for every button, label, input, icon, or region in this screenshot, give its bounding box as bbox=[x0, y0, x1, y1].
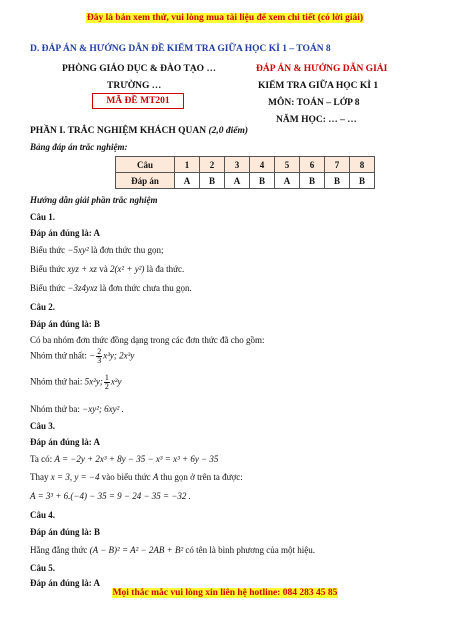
table-row bbox=[116, 157, 375, 173]
correct-answer: Đáp án đúng là: A bbox=[30, 578, 101, 588]
correct-answer: Đáp án đúng là: A bbox=[30, 228, 101, 238]
math-expression: −5xy² bbox=[67, 245, 89, 255]
question-number: 3 bbox=[225, 157, 250, 173]
answer-table bbox=[115, 156, 375, 189]
question-number: 7 bbox=[325, 157, 350, 173]
question-label: Câu 3. bbox=[30, 421, 56, 431]
correct-answer: Đáp án đúng là: A bbox=[30, 437, 101, 447]
explanation-line: Biểu thức xyz + xz và 2(x² + y²) là đa thức. bbox=[30, 264, 185, 274]
question-number: 2 bbox=[200, 157, 225, 173]
question-number: 1 bbox=[175, 157, 200, 173]
explanation-line: Nhóm thứ hai: 5x²y; $\frac{1}{2}$ x²y bbox=[30, 373, 122, 391]
explanation-line: Nhóm thứ ba: −xy²; 6xy² . bbox=[30, 404, 124, 414]
correct-answer: Đáp án đúng là: B bbox=[30, 319, 101, 329]
explanation-line: Có ba nhóm đơn thức đồng dạng trong các đơn thức đã cho gồm: bbox=[30, 335, 265, 345]
hotline-banner: Mọi thắc mắc vui lòng xin liên hệ hotline: 084 283 45 85 bbox=[112, 588, 338, 598]
answer-cell: A bbox=[225, 173, 250, 189]
answer-cell: B bbox=[325, 173, 350, 189]
subject-line: MÔN: TOÁN – LỚP 8 bbox=[268, 98, 360, 108]
table-header-cell: Câu bbox=[116, 157, 175, 173]
math-expression: −3z4yxz bbox=[67, 283, 98, 293]
exam-title: KIỂM TRA GIỮA HỌC KÌ 1 bbox=[258, 81, 379, 91]
math-expression: A = 3³ + 6.(−4) − 35 = 9 − 24 − 35 = −32 . bbox=[30, 491, 191, 501]
explanation-line: Thay x = 3, y = −4 vào biểu thức A thu gọn ở trên ta được: bbox=[30, 472, 243, 482]
math-expression: x = 3, y = −4 bbox=[50, 472, 100, 482]
math-expression: (A − B)² = A² − 2AB + B² bbox=[89, 545, 184, 555]
question-number: 5 bbox=[275, 157, 300, 173]
answer-cell: A bbox=[275, 173, 300, 189]
fraction: $\frac{1}{2}$ bbox=[104, 373, 109, 391]
question-label: Câu 4. bbox=[30, 510, 56, 520]
math-expression: xyz + xz bbox=[67, 264, 97, 274]
table-header-cell: Đáp án bbox=[116, 173, 175, 189]
answer-cell: B bbox=[350, 173, 375, 189]
explanation-line: Biểu thức −5xy² là đơn thức thu gọn; bbox=[30, 245, 164, 255]
school-name: TRƯỜNG … bbox=[107, 81, 162, 91]
explanation-line: Ta có: A = −2y + 2x³ + 8y − 35 − x³ = x³ + 6y − 35 bbox=[30, 454, 219, 464]
part1-points: (2,0 điểm) bbox=[208, 126, 249, 136]
math-expression: x³y; 2x³y bbox=[103, 350, 135, 361]
answer-table-title: Bảng đáp án trắc nghiệm: bbox=[30, 142, 128, 152]
math-expression: −xy²; 6xy² . bbox=[82, 404, 124, 414]
math-expression: A = −2y + 2x³ + 8y − 35 − x³ = x³ + 6y − 35 bbox=[54, 454, 219, 464]
preview-banner: Đây là bản xem thử, vui lòng mua tài liệu để xem chi tiết (có lời giải) bbox=[86, 13, 364, 23]
question-number: 6 bbox=[300, 157, 325, 173]
correct-answer: Đáp án đúng là: B bbox=[30, 527, 101, 537]
question-label: Câu 5. bbox=[30, 563, 56, 573]
math-expression: 5x²y; bbox=[84, 376, 103, 387]
school-year: NĂM HỌC: … – … bbox=[276, 115, 357, 125]
department-name: PHÒNG GIÁO DỤC & ĐÀO TẠO … bbox=[62, 64, 216, 74]
exam-code-box: MÃ ĐỀ MT201 bbox=[92, 93, 184, 109]
part1-title bbox=[30, 126, 248, 136]
part1-heading: PHẦN I. TRẮC NGHIỆM KHÁCH QUAN bbox=[30, 126, 207, 136]
guide-title: Hướng dẫn giải phần trắc nghiệm bbox=[30, 195, 158, 205]
answer-key-title: ĐÁP ÁN & HƯỚNG DẪN GIẢI bbox=[256, 64, 388, 74]
section-title: D. ĐÁP ÁN & HƯỚNG DẪN ĐỀ KIỂM TRA GIỮA HỌC KÌ 1 – TOÁN 8 bbox=[30, 44, 331, 54]
math-expression: x²y bbox=[110, 376, 122, 387]
question-label: Câu 2. bbox=[30, 302, 56, 312]
answer-cell: B bbox=[300, 173, 325, 189]
question-label: Câu 1. bbox=[30, 212, 56, 222]
explanation-line: Nhóm thứ nhất: − $\frac{2}{3}$ x³y; 2x³y bbox=[30, 347, 135, 365]
math-expression: A bbox=[152, 472, 159, 482]
fraction: $\frac{2}{3}$ bbox=[97, 347, 102, 365]
table-row bbox=[116, 173, 375, 189]
explanation-line bbox=[30, 491, 191, 501]
answer-cell: B bbox=[250, 173, 275, 189]
question-number: 4 bbox=[250, 157, 275, 173]
question-number: 8 bbox=[350, 157, 375, 173]
answer-cell: B bbox=[200, 173, 225, 189]
answer-cell: A bbox=[175, 173, 200, 189]
math-expression: 2(x² + y²) bbox=[109, 264, 145, 274]
explanation-line: Hằng đẳng thức (A − B)² = A² − 2AB + B² có tên là bình phương của một hiệu. bbox=[30, 545, 316, 555]
explanation-line: Biểu thức −3z4yxz là đơn thức chưa thu gọn. bbox=[30, 283, 192, 293]
